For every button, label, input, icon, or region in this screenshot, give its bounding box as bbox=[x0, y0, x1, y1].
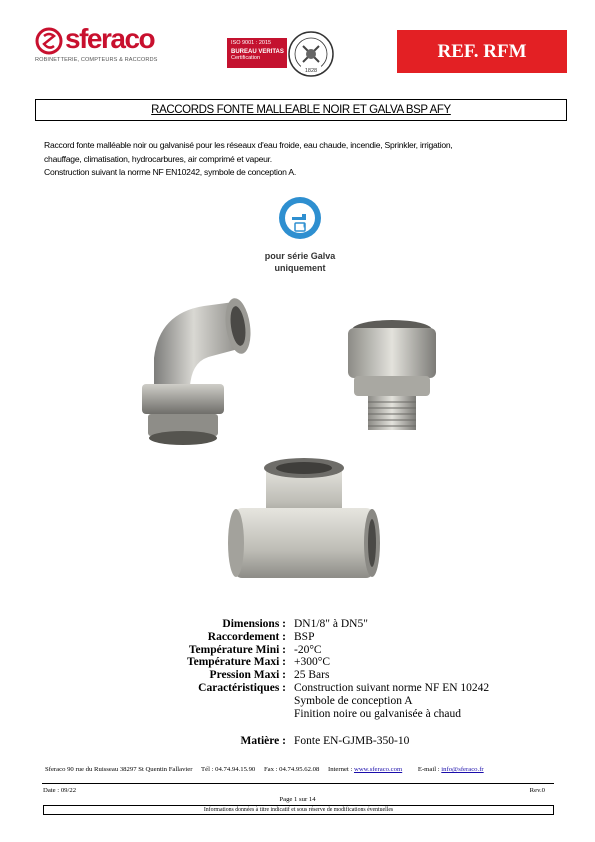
phone-number: Tél : 04.74.94.15.90 bbox=[201, 766, 256, 773]
spec-row bbox=[160, 682, 520, 695]
cert-org: BUREAU VERITAS bbox=[231, 49, 284, 55]
spec-label bbox=[160, 695, 294, 708]
company-address: Sferaco 90 rue du Ruisseau 38297 St Quentin Fallavier bbox=[45, 766, 193, 773]
badge-line-1: pour série Galva bbox=[264, 251, 336, 261]
spec-value: +300°C bbox=[294, 656, 331, 669]
eau-potable-badge bbox=[260, 196, 340, 278]
footer-divider bbox=[42, 783, 554, 784]
spec-value: Symbole de conception A bbox=[294, 694, 413, 707]
spec-value: 25 Bars bbox=[294, 669, 330, 682]
spec-value: DN1/8" à DN5" bbox=[294, 618, 368, 630]
reference-box bbox=[397, 30, 567, 73]
spec-value: -20°C bbox=[294, 643, 322, 656]
spec-label: Pression Maxi : bbox=[209, 669, 286, 682]
spec-label: Température Mini : bbox=[188, 643, 286, 656]
disclaimer-box bbox=[43, 805, 554, 815]
spec-row bbox=[160, 656, 520, 669]
document-title: RACCORDS FONTE MALLEABLE NOIR ET GALVA BSP AFY bbox=[151, 104, 451, 116]
spec-label: Dimensions : bbox=[222, 618, 286, 630]
spec-label bbox=[160, 708, 294, 721]
bureau-veritas-seal-icon bbox=[287, 30, 335, 78]
description-line-2: chauffage, climatisation, hydrocarbures, air comprimé et vapeur. bbox=[44, 153, 272, 164]
spec-value: Finition noire ou galvanisée à chaud bbox=[294, 707, 462, 720]
spec-label: Caractéristiques : bbox=[198, 681, 286, 694]
website-link[interactable]: www.sferaco.com bbox=[353, 766, 403, 773]
contact-line bbox=[45, 766, 565, 773]
cert-iso: ISO 9001 : 2015 bbox=[231, 40, 272, 46]
spec-row bbox=[160, 695, 520, 708]
spec-row-matiere bbox=[160, 735, 520, 748]
spec-row bbox=[160, 618, 520, 631]
bureau-veritas-box bbox=[227, 38, 287, 68]
water-tap-icon bbox=[278, 196, 322, 240]
badge-line-2: uniquement bbox=[274, 263, 326, 273]
badge-caption bbox=[260, 250, 340, 274]
cert-sub: Certification bbox=[231, 55, 261, 61]
description-line-3: Construction suivant la norme NF EN10242, symbole de conception A. bbox=[44, 167, 296, 177]
spec-row bbox=[160, 644, 520, 657]
disclaimer-text: Informations données à titre indicatif et sous réserve de modifications éventuelles bbox=[203, 807, 394, 813]
tee-fitting-image bbox=[224, 456, 384, 596]
company-tagline: ROBINETTERIE, COMPTEURS & RACCORDS bbox=[35, 57, 158, 63]
elbow-fitting-image bbox=[134, 288, 252, 448]
specifications-table bbox=[160, 618, 520, 748]
company-logo bbox=[35, 23, 185, 70]
document-revision: Rev.0 bbox=[529, 787, 545, 794]
description-line-1: Raccord fonte malléable noir ou galvanisé pour les réseaux d'eau froide, eau chaude, incendie, Sprinkler, irrigation, bbox=[44, 140, 453, 150]
company-name: sferaco bbox=[65, 23, 155, 54]
document-title-box bbox=[35, 99, 567, 121]
spec-row bbox=[160, 631, 520, 644]
spec-label: Température Maxi : bbox=[186, 656, 286, 669]
page-number: Page 1 sur 14 bbox=[279, 796, 316, 803]
product-description bbox=[44, 139, 564, 180]
reference-code: REF. RFM bbox=[437, 40, 527, 62]
sferaco-logo-icon bbox=[35, 26, 65, 56]
email-label: E-mail : bbox=[417, 766, 440, 773]
email-link[interactable]: info@sferaco.fr bbox=[441, 766, 484, 773]
spec-value: BSP bbox=[294, 630, 315, 643]
seal-year: 1828 bbox=[304, 68, 318, 74]
spec-label: Matière : bbox=[240, 735, 286, 748]
spec-row bbox=[160, 708, 520, 721]
spec-row bbox=[160, 669, 520, 682]
spec-value: Fonte EN-GJMB-350-10 bbox=[294, 735, 410, 748]
internet-label: Internet : bbox=[327, 766, 353, 773]
document-date: Date : 09/22 bbox=[43, 787, 77, 794]
union-fitting-image bbox=[340, 318, 444, 434]
certification-badge bbox=[227, 30, 337, 78]
spec-value: Construction suivant norme NF EN 10242 bbox=[294, 681, 490, 694]
fax-number: Fax : 04.74.95.62.08 bbox=[263, 766, 320, 773]
spec-label: Raccordement : bbox=[207, 630, 286, 643]
